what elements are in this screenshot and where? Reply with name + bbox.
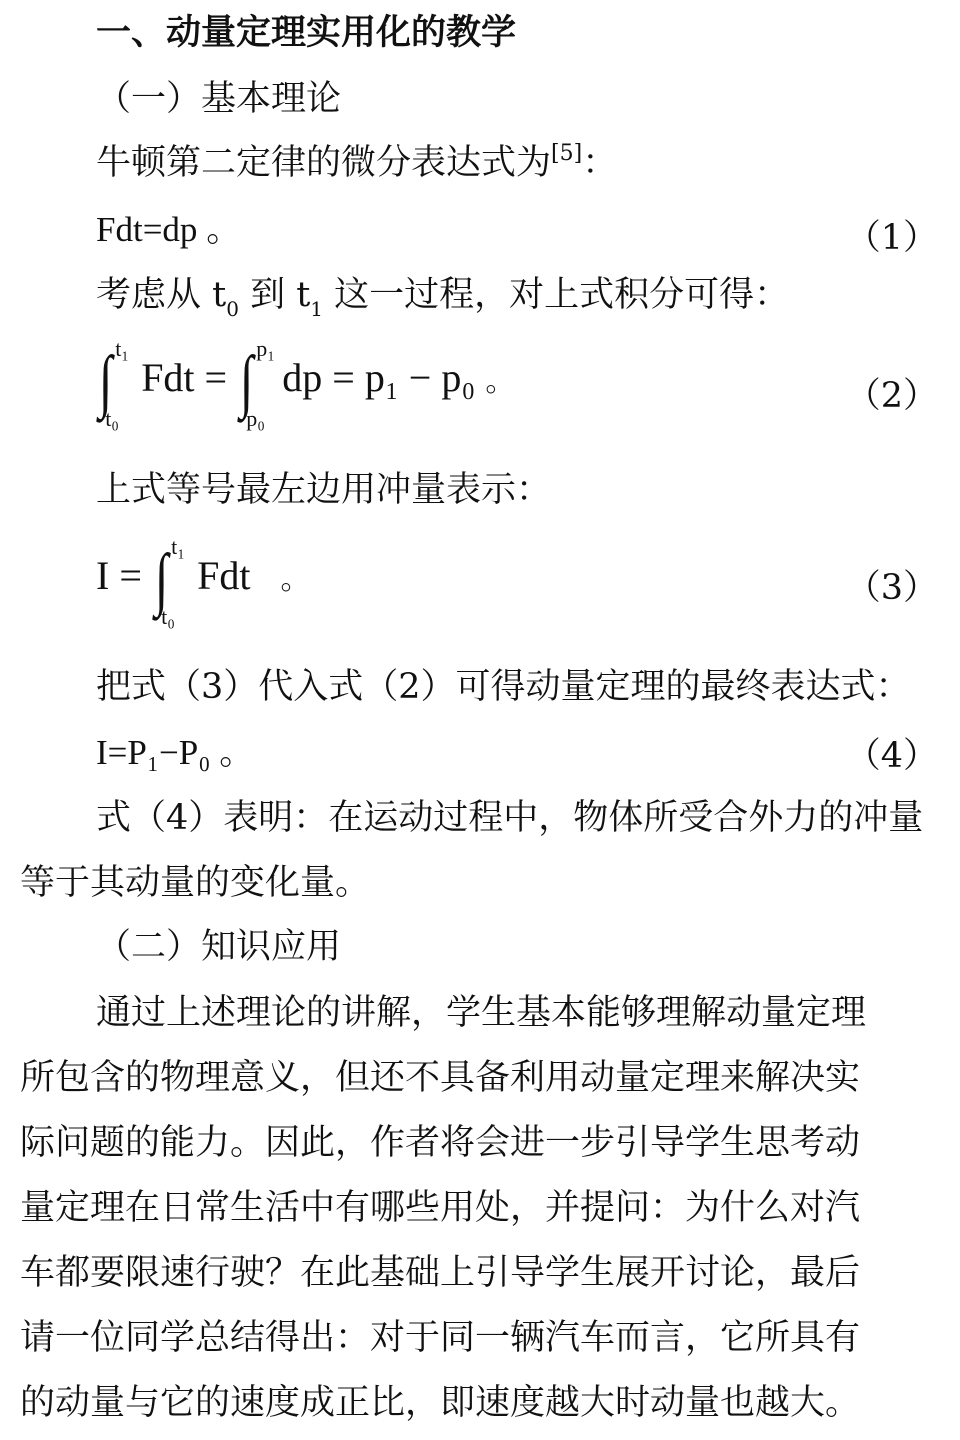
equation-end: 。 xyxy=(485,365,516,399)
equation-4 xyxy=(0,728,960,778)
equation-number: （4） xyxy=(845,736,938,776)
paragraph-line: 的动量与它的速度成正比，即速度越大时动量也越大。 xyxy=(20,1383,861,1423)
integral-limits xyxy=(161,534,197,629)
equation-body: Fdt = xyxy=(141,355,238,401)
text: 考虑从 t xyxy=(96,275,227,315)
subscript: 0 xyxy=(226,297,239,321)
paragraph-line: 量定理在日常生活中有哪些用处，并提问：为什么对汽 xyxy=(20,1188,861,1228)
integral-sign: ∫ xyxy=(98,343,113,420)
paragraph-line: 车都要限速行驶？在此基础上引导学生展开讨论，最后 xyxy=(20,1253,861,1293)
equation-1 xyxy=(0,205,960,255)
equation-number: （1） xyxy=(845,218,938,258)
paragraph-line: 际问题的能力。因此，作者将会进一步引导学生思考动 xyxy=(20,1123,861,1163)
subsection-heading: （一）基本理论 xyxy=(96,79,342,119)
upper-limit: t₁ xyxy=(171,534,185,559)
citation: [5] xyxy=(551,141,583,166)
equation-body: Fdt=dp xyxy=(96,210,198,249)
integral-limits xyxy=(246,336,282,431)
paragraph-line: 等于其动量的变化量。 xyxy=(20,863,371,903)
integral-sign: ∫ xyxy=(154,541,169,618)
text: 到 t xyxy=(238,275,311,315)
upper-limit: p₁ xyxy=(256,336,275,361)
integral-sign: ∫ xyxy=(239,343,254,420)
equation-3 xyxy=(96,534,311,629)
equation-end: 。 xyxy=(219,733,255,772)
lower-limit: t₀ xyxy=(161,604,175,629)
text: ： xyxy=(582,143,618,183)
integral-limits xyxy=(105,336,141,431)
text: 这一过程，对上式积分可得： xyxy=(323,275,790,315)
lower-limit: p₀ xyxy=(246,406,265,431)
paragraph xyxy=(0,270,960,324)
equation-end: 。 xyxy=(280,563,311,597)
paragraph: 上式等号最左边用冲量表示： xyxy=(96,470,552,510)
text: 牛顿第二定律的微分表达式为 xyxy=(96,143,552,183)
equation-body: dp = p₁ − p₀ xyxy=(282,355,476,401)
subsection-heading: （二）知识应用 xyxy=(96,927,342,967)
paragraph-line: 请一位同学总结得出：对于同一辆汽车而言，它所具有 xyxy=(20,1318,861,1358)
paragraph-line: 所包含的物理意义，但还不具备利用动量定理来解决实 xyxy=(20,1058,861,1098)
equation-number: （2） xyxy=(845,376,938,416)
lower-limit: t₀ xyxy=(105,406,119,431)
paragraph-line: 式（4）表明：在运动过程中，物体所受合外力的冲量 xyxy=(96,798,924,838)
equation-2 xyxy=(96,336,516,431)
paragraph-line: 通过上述理论的讲解，学生基本能够理解动量定理 xyxy=(96,993,867,1033)
equation-number: （3） xyxy=(845,568,938,608)
equation-end: 。 xyxy=(206,210,242,249)
equation-body: I = xyxy=(96,553,152,599)
upper-limit: t₁ xyxy=(115,336,129,361)
equation-body: I=P₁−P₀ xyxy=(96,733,211,772)
paragraph: 把式（3）代入式（2）可得动量定理的最终表达式： xyxy=(96,667,911,707)
equation-body: Fdt xyxy=(197,553,251,599)
subscript: 1 xyxy=(310,297,323,321)
section-heading: 一、动量定理实用化的教学 xyxy=(96,13,517,53)
paragraph xyxy=(0,138,960,193)
